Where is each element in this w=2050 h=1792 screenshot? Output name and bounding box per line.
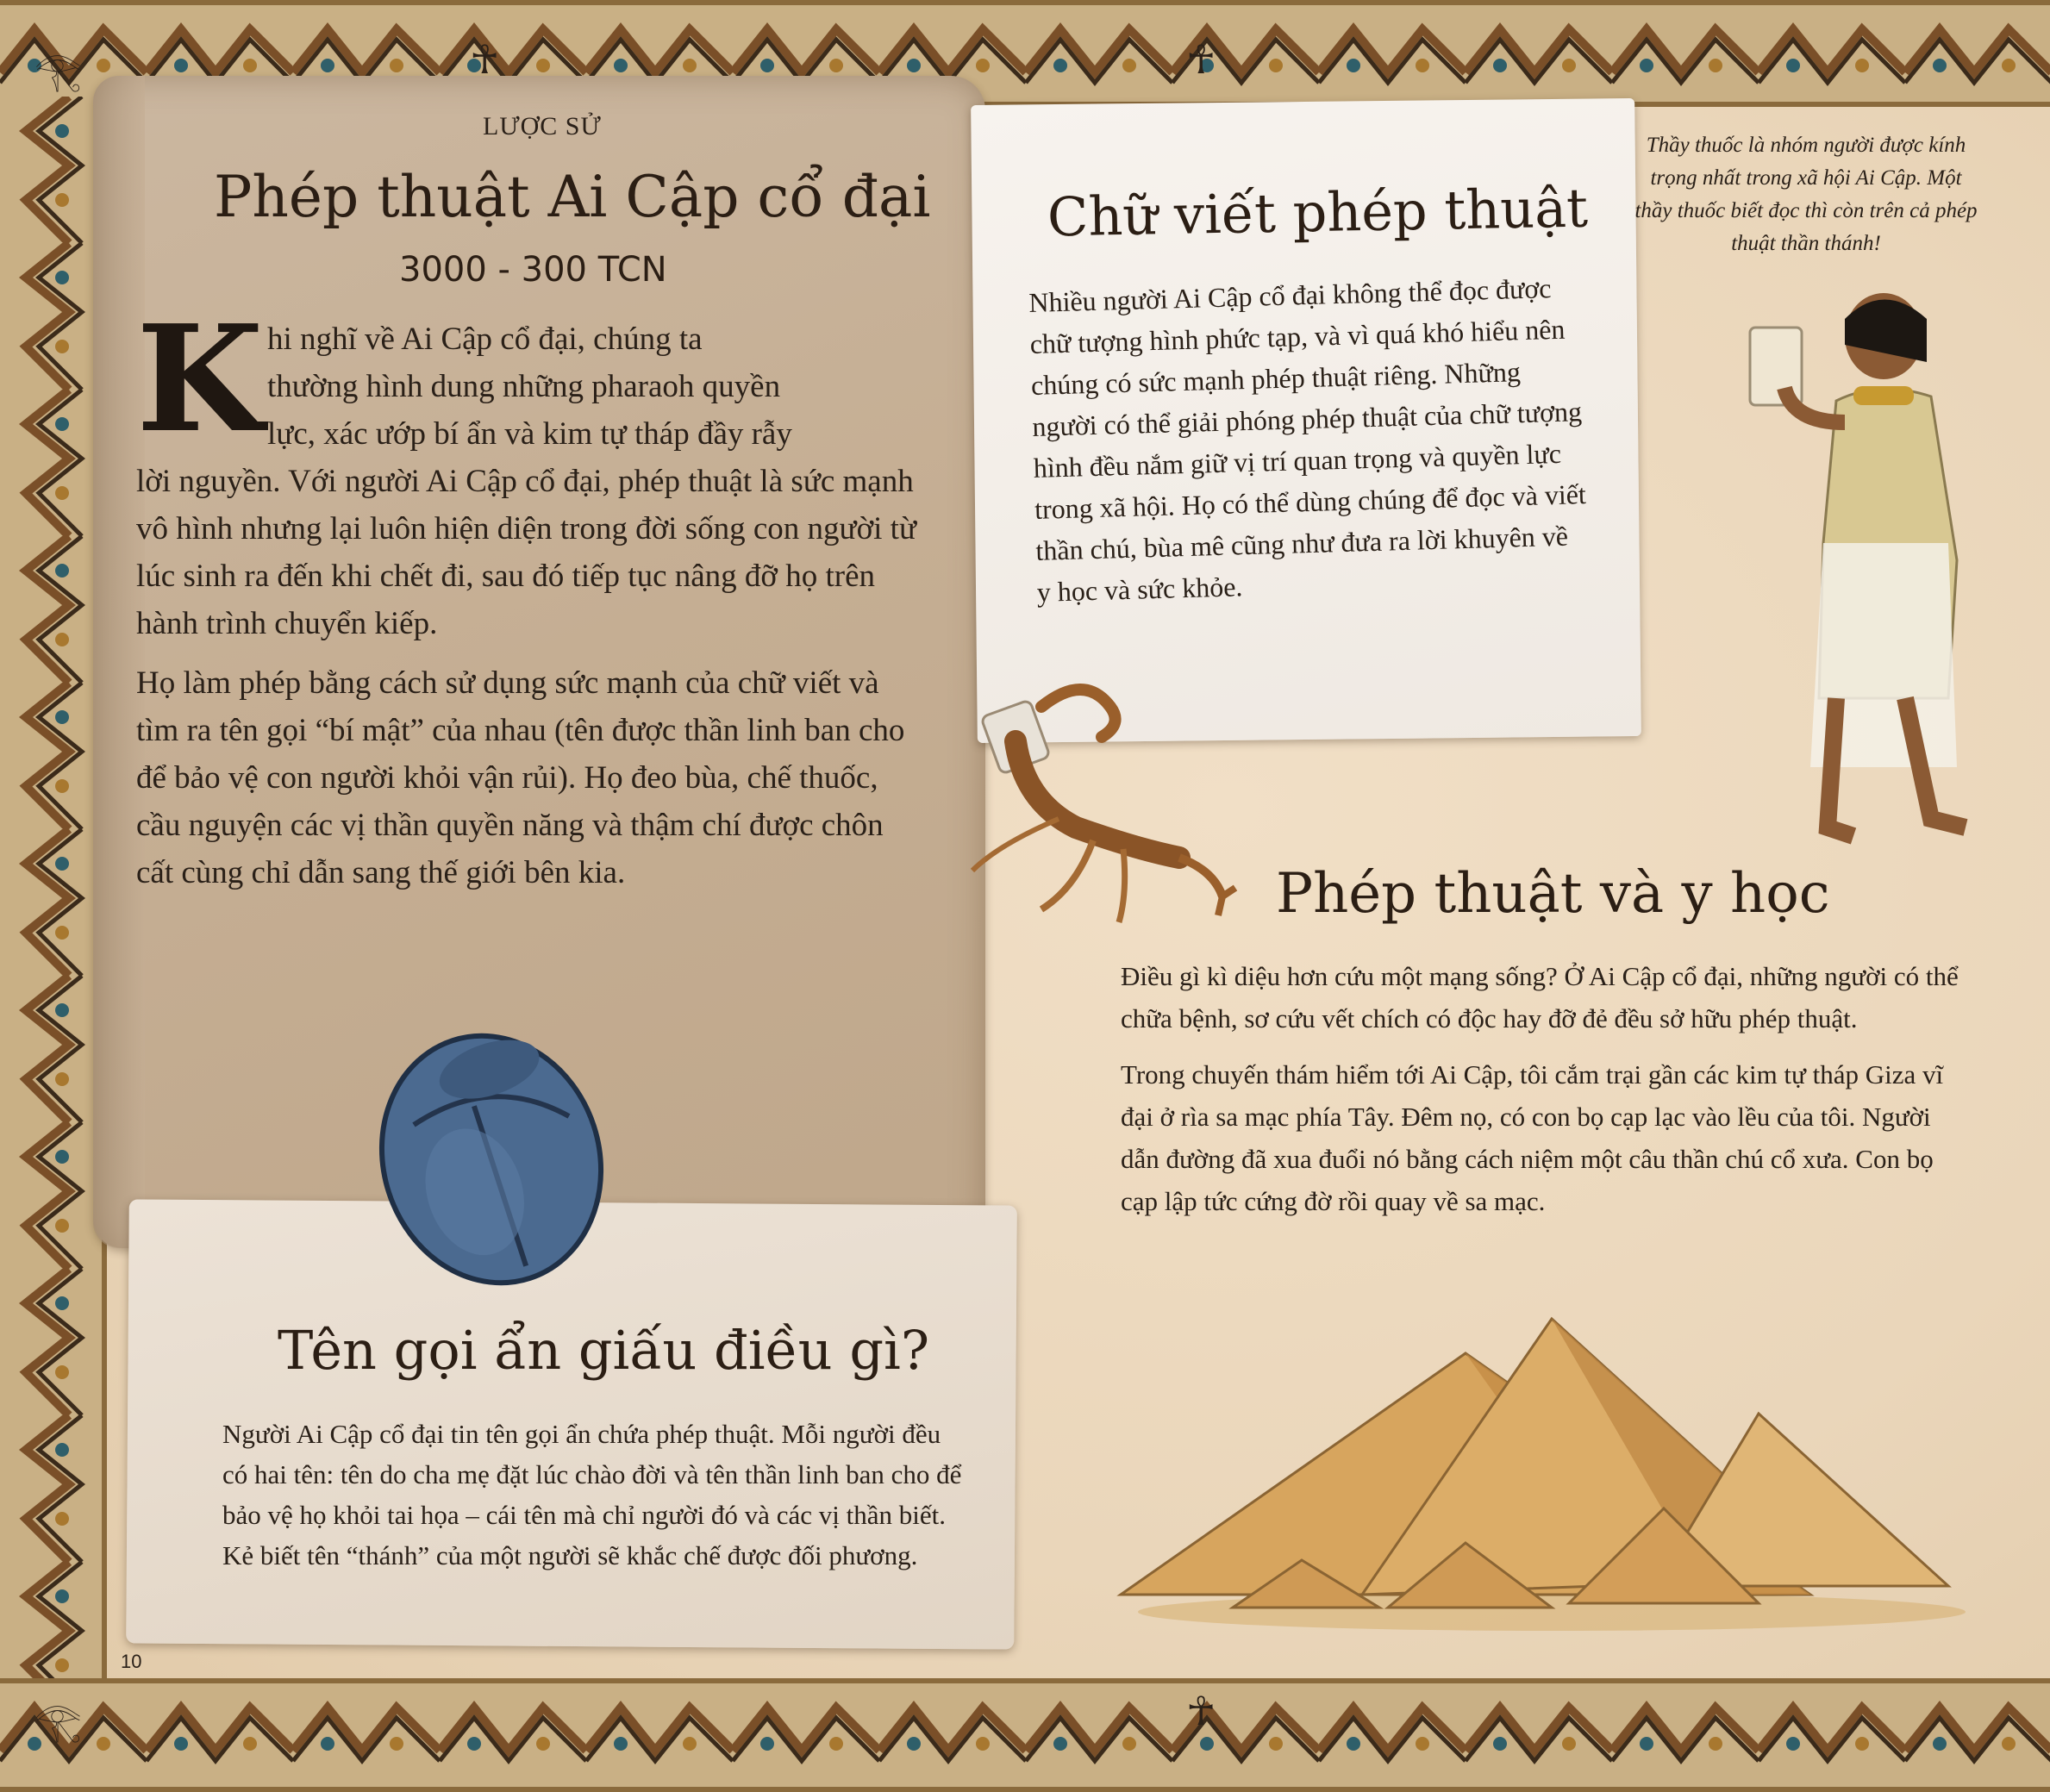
- physician-caption: Thầy thuốc là nhóm người được kính trọng nhất trong xã hội Ai Cập. Một thầy thuốc biết đọc thì còn trên cả phép thuật thần thánh!: [1634, 134, 1978, 255]
- para1-line-1: hi nghĩ về Ai Cập cổ đại, chúng ta: [267, 322, 703, 357]
- scorpion-icon: [964, 672, 1257, 931]
- ankh-icon-2: ☥: [1186, 38, 1216, 82]
- names-body: Người Ai Cập cổ đại tin tên gọi ẩn chứa phép thuật. Mỗi người đều có hai tên: tên do cha mẹ đặt lúc chào đời và tên thần linh ban cho để bảo vệ họ khỏi tai họa – cái tên mà chỉ người đó và các vị thần biết. Kẻ biết tên “thánh” của một người sẽ khắc chế được đối phương.: [222, 1419, 962, 1570]
- main-paragraph-1: [136, 293, 922, 647]
- eye-of-horus-icon: 𓂀: [34, 50, 82, 92]
- medicine-paragraph-1: Điều gì kì diệu hơn cứu một mạng sống? Ở Ai Cập cổ đại, những người có thể chữa bệnh, sơ cứu vết chích có độc hay đỡ đẻ đều sở hữu phép thuật.: [1121, 961, 1959, 1033]
- para1-line-2: thường hình dung những pharaoh quyền: [267, 369, 781, 404]
- section-kicker: LƯỢC SỬ: [483, 112, 602, 140]
- writing-title: Chữ viết phép thuật: [1047, 176, 1589, 249]
- page-number: 10: [121, 1651, 142, 1672]
- bottom-border-frieze: [0, 1678, 2050, 1792]
- left-border-frieze: [0, 97, 107, 1689]
- medicine-body: [1121, 955, 1966, 1236]
- ankh-icon: ☥: [470, 38, 500, 82]
- drop-cap: K: [136, 293, 264, 465]
- medicine-title: Phép thuật và y học: [1276, 862, 1830, 926]
- ankh-icon-bottom: ☥: [1186, 1689, 1216, 1733]
- para1-rest: lời nguyền. Với người Ai Cập cổ đại, phép thuật là sức mạnh vô hình nhưng lại luôn hiện diện trong đời sống con người từ lúc sinh ra đến khi chết đi, sau đó tiếp tục nâng đỡ họ trên hành trình chuyển kiếp.: [136, 464, 917, 641]
- para1-line-3: lực, xác ướp bí ẩn và kim tự tháp đầy rẫy: [267, 416, 792, 452]
- medicine-paragraph-2: Trong chuyến thám hiểm tới Ai Cập, tôi cắm trại gần các kim tự tháp Giza vĩ đại ở rìa sa mạc phía Tây. Đêm nọ, có con bọ cạp lạc vào lều của tôi. Người dẫn đường đã xua đuổi nó bằng cách niệm một câu thần chú cổ xưa. Con bọ cạp lập tức cứng đờ rồi quay về sa mạc.: [1121, 1059, 1944, 1216]
- writing-body: Nhiều người Ai Cập cổ đại không thể đọc được chữ tượng hình phức tạp, và vì quá khó hiểu nên chúng có sức mạnh phép thuật riêng. Những người có thể giải phóng phép thuật của chữ tượng hình đều nắm giữ vị trí quan trọng và quyền lực trong xã hội. Họ có thể dùng chúng để đọc và viết thần chú, bùa mê cũng như đưa ra lời khuyên về y học và sức khỏe.: [1028, 272, 1587, 608]
- egyptian-physician-illustration: [1733, 284, 2009, 871]
- eye-of-horus-icon-bottom: 𓂀: [34, 1701, 82, 1743]
- main-title: Phép thuật Ai Cập cổ đại: [214, 164, 931, 230]
- main-body: [136, 293, 922, 908]
- main-paragraph-2: Họ làm phép bằng cách sử dụng sức mạnh của chữ viết và tìm ra tên gọi “bí mật” của nhau (tên được thần linh ban cho để bảo vệ con người khỏi vận rủi). Họ đeo bùa, chế thuốc, cầu nguyện các vị thần quyền năng và thậm chí được chôn cất cùng chỉ dẫn sang thế giới bên kia.: [136, 665, 905, 890]
- zigzag-border-pattern-vertical: [0, 97, 97, 1689]
- names-title: Tên gọi ẩn giấu điều gì?: [278, 1319, 930, 1382]
- scarab-beetle-icon: [362, 1021, 621, 1297]
- zigzag-border-pattern: [0, 1683, 2050, 1776]
- main-dates: 3000 - 300 TCN: [399, 250, 667, 290]
- giza-pyramids-illustration: [1103, 1302, 1966, 1638]
